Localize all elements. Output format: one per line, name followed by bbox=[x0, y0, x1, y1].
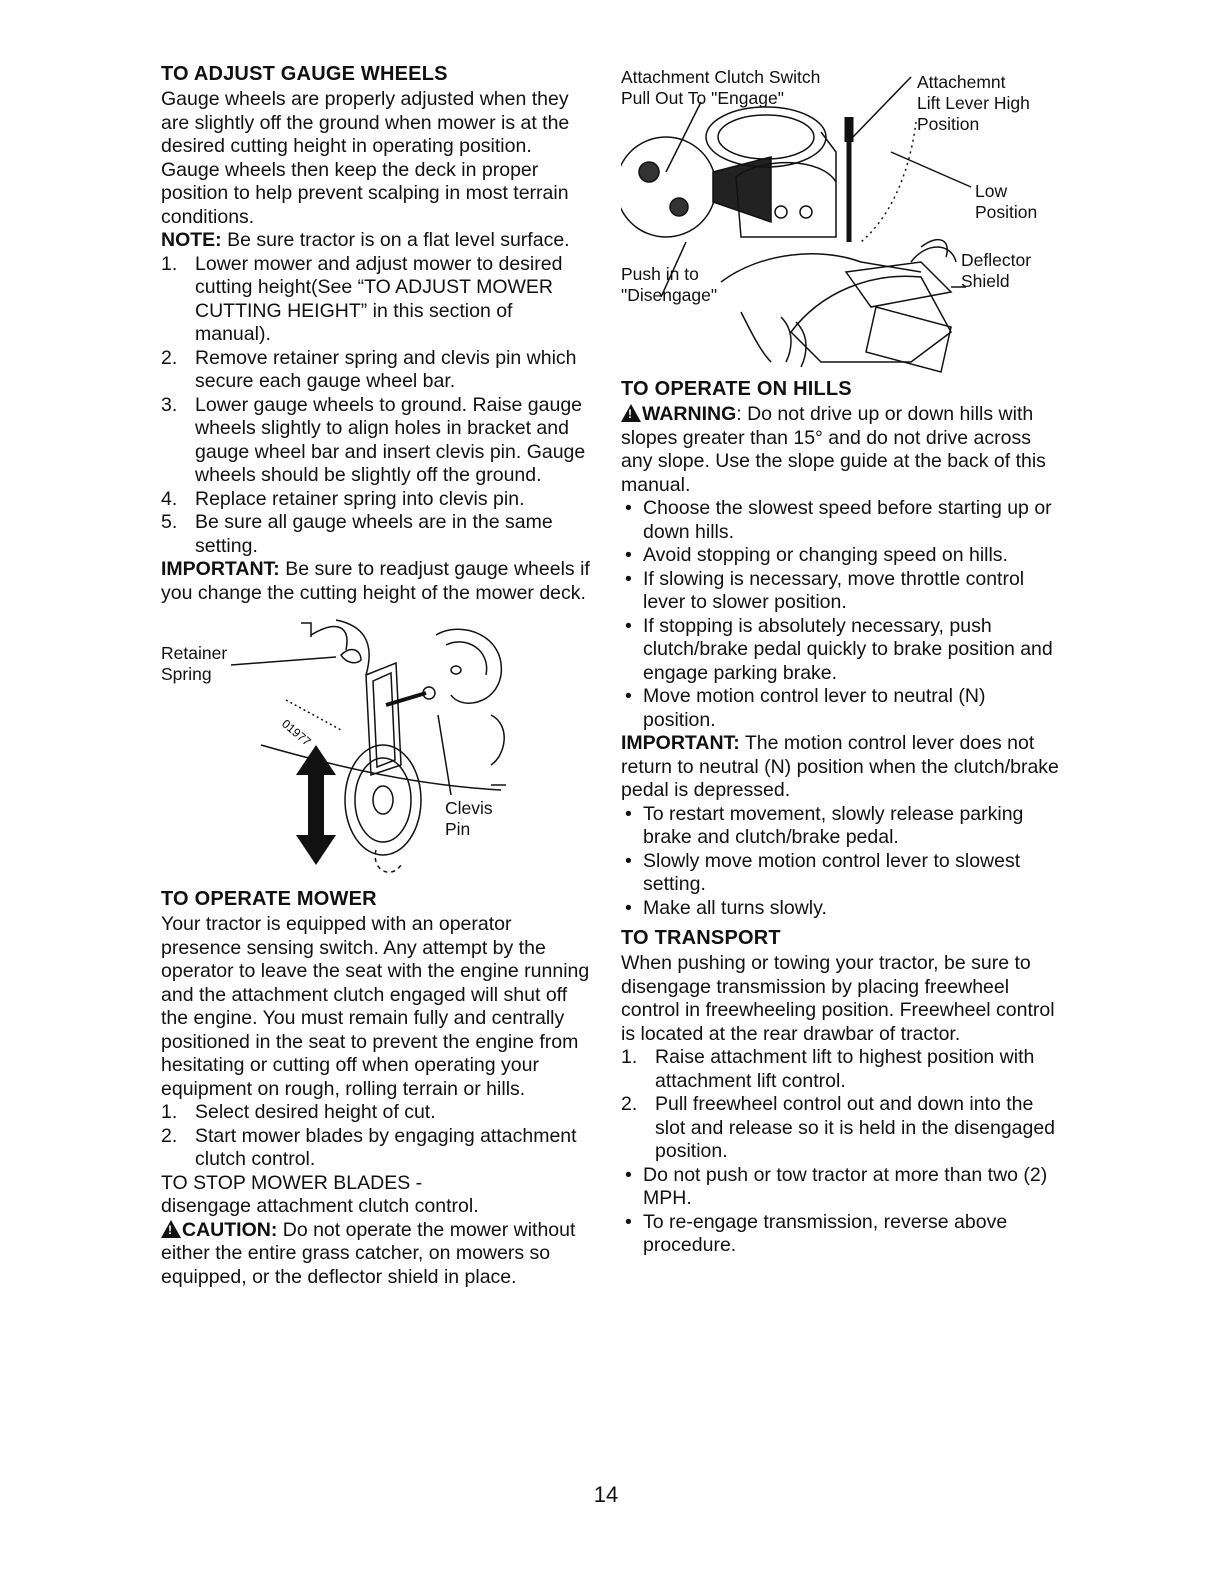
step-text: Be sure all gauge wheels are in the same setting. bbox=[195, 511, 553, 557]
gauge-step-5 bbox=[161, 511, 591, 558]
hills-bullet bbox=[621, 544, 1061, 568]
label-clevis: Clevis bbox=[445, 798, 493, 818]
bullet-text: Choose the slowest speed before starting up or down hills. bbox=[643, 497, 1052, 543]
label-spring: Spring bbox=[161, 664, 212, 684]
warning-icon bbox=[621, 404, 641, 422]
bullet-text: If slowing is necessary, move throttle control lever to slower position. bbox=[643, 567, 1025, 613]
label-pull-out-engage: Pull Out To "Engage" bbox=[621, 88, 784, 108]
important-label: IMPORTANT: bbox=[621, 732, 740, 754]
transport-bullets bbox=[621, 1164, 1061, 1258]
hills-warning bbox=[621, 403, 1061, 497]
step-number: 1. bbox=[161, 252, 178, 275]
step-number: 3. bbox=[161, 393, 178, 416]
gauge-step-2 bbox=[161, 347, 591, 394]
bullet-dot: • bbox=[625, 849, 632, 872]
caution-paragraph bbox=[161, 1219, 591, 1290]
bullet-text: To restart movement, slowly release parking brake and clutch/brake pedal. bbox=[643, 802, 1024, 848]
step-text: Raise attachment lift to highest position with attachment lift control. bbox=[655, 1046, 1035, 1092]
note-text: Be sure tractor is on a flat level surface. bbox=[221, 229, 570, 251]
gauge-step-4 bbox=[161, 488, 591, 512]
transport-bullet bbox=[621, 1164, 1061, 1211]
label-shield: Shield bbox=[961, 271, 1010, 291]
bullet-dot: • bbox=[625, 1163, 632, 1186]
step-text: Pull freewheel control out and down into the slot and release so it is held in the disengaged position. bbox=[655, 1093, 1056, 1162]
bullet-dot: • bbox=[625, 567, 632, 590]
gauge-note bbox=[161, 229, 591, 253]
warning-label: WARNING bbox=[642, 403, 737, 425]
transport-bullet bbox=[621, 1211, 1061, 1258]
part-number: 01977 bbox=[279, 716, 314, 749]
operate-mower-intro: Your tractor is equipped with an operator presence sensing switch. Any attempt by the operator to leave the seat with the engine running and the attachment clutch engaged will shut off the engine. You must remain fully and centrally positioned in the seat to prevent the engine from hesitating or cutting off when operating your equipment on rough, rolling terrain or hills. bbox=[161, 913, 590, 1100]
attachment-clutch-figure bbox=[621, 62, 1061, 377]
mower-step-2 bbox=[161, 1125, 591, 1172]
transport-step-2 bbox=[621, 1093, 1061, 1164]
gauge-important bbox=[161, 558, 591, 605]
important-text: The motion control lever does not return to neutral (N) position when the clutch/brake pedal is depressed. bbox=[621, 732, 1059, 801]
label-lift-lever-1: Attachemnt bbox=[917, 72, 1006, 92]
important-label: IMPORTANT: bbox=[161, 558, 280, 580]
transport-steps bbox=[621, 1046, 1061, 1164]
hills-bullet bbox=[621, 497, 1061, 544]
label-low-2: Position bbox=[975, 202, 1038, 222]
step-number: 2. bbox=[161, 346, 178, 369]
step-text: Lower mower and adjust mower to desired cutting height(See “TO ADJUST MOWER CUTTING HEIGHT” in this section of manual). bbox=[195, 252, 563, 345]
gauge-wheel-figure bbox=[161, 615, 591, 885]
bullet-dot: • bbox=[625, 614, 632, 637]
label-clutch-switch: Attachment Clutch Switch bbox=[621, 67, 821, 87]
gauge-step-1 bbox=[161, 253, 591, 347]
step-number: 1. bbox=[161, 1101, 178, 1123]
bullet-text: Move motion control lever to neutral (N) position. bbox=[643, 685, 986, 731]
step-number: 4. bbox=[161, 487, 178, 510]
step-number: 1. bbox=[621, 1046, 638, 1068]
bullet-text: If stopping is absolutely necessary, push clutch/brake pedal quickly to brake position and engage parking brake. bbox=[643, 614, 1053, 684]
hills-bullets-1 bbox=[621, 497, 1061, 732]
operate-mower-heading: TO OPERATE MOWER bbox=[161, 888, 377, 910]
hills-bullets-2 bbox=[621, 803, 1061, 921]
bullet-text: Slowly move motion control lever to slowest setting. bbox=[643, 849, 1021, 895]
step-text: Remove retainer spring and clevis pin which secure each gauge wheel bar. bbox=[195, 346, 577, 392]
label-pin: Pin bbox=[445, 819, 471, 839]
caution-label: CAUTION: bbox=[182, 1218, 278, 1241]
step-number: 2. bbox=[161, 1124, 178, 1147]
bullet-dot: • bbox=[625, 802, 632, 825]
transport-step-1 bbox=[621, 1046, 1061, 1093]
right-column bbox=[621, 62, 1061, 1258]
transport-intro: When pushing or towing your tractor, be sure to disengage transmission by placing freewheel control in freewheeling position. Freewheel control is located at the rear drawbar of tractor. bbox=[621, 952, 1055, 1045]
hills-bullet bbox=[621, 568, 1061, 615]
label-low-1: Low bbox=[975, 181, 1008, 201]
label-disengage: "Disengage" bbox=[621, 285, 718, 305]
transport-heading: TO TRANSPORT bbox=[621, 927, 781, 949]
warning-text: : Do not drive up or down hills with slopes greater than 15° and do not drive across any slope. Use the slope guide at the back of this manual. bbox=[621, 403, 1046, 496]
important-text: Be sure to readjust gauge wheels if you change the cutting height of the mower deck. bbox=[161, 558, 590, 604]
gauge-step-3 bbox=[161, 394, 591, 488]
mower-steps bbox=[161, 1101, 591, 1172]
hills-important bbox=[621, 732, 1061, 803]
gauge-wheels-heading: TO ADJUST GAUGE WHEELS bbox=[161, 63, 448, 85]
step-text: Replace retainer spring into clevis pin. bbox=[195, 487, 525, 510]
caution-text: Do not operate the mower without either the entire grass catcher, on mowers so equipped, or the deflector shield in place. bbox=[161, 1218, 576, 1288]
bullet-dot: • bbox=[625, 896, 632, 919]
gauge-wheels-intro: Gauge wheels are properly adjusted when they are slightly off the ground when mower is at the desired cutting height in operating position. Gauge wheels then keep the deck in proper position to help prevent scalping in most terrain conditions. bbox=[161, 88, 570, 228]
caution-icon bbox=[161, 1220, 181, 1238]
hills-bullet bbox=[621, 685, 1061, 732]
bullet-dot: • bbox=[625, 544, 632, 566]
stop-blades-text: disengage attachment clutch control. bbox=[161, 1195, 479, 1217]
bullet-dot: • bbox=[625, 497, 632, 519]
note-label: NOTE: bbox=[161, 229, 222, 251]
step-number: 2. bbox=[621, 1093, 638, 1115]
step-number: 5. bbox=[161, 511, 178, 533]
mower-step-1 bbox=[161, 1101, 591, 1125]
label-lift-lever-3: Position bbox=[917, 114, 980, 134]
stop-blades-title: TO STOP MOWER BLADES - bbox=[161, 1171, 423, 1194]
step-text: Start mower blades by engaging attachment clutch control. bbox=[195, 1124, 577, 1170]
label-push-in: Push in to bbox=[621, 264, 699, 284]
bullet-text: Avoid stopping or changing speed on hills. bbox=[643, 544, 1008, 566]
page-number: 14 bbox=[593, 1482, 619, 1507]
label-deflector: Deflector bbox=[961, 250, 1032, 270]
bullet-text: Do not push or tow tractor at more than two (2) MPH. bbox=[643, 1163, 1048, 1209]
step-text: Lower gauge wheels to ground. Raise gauge wheels slightly to align holes in bracket and gauge wheel bar and insert clevis pin. Gauge wheels should be slightly off the ground. bbox=[195, 393, 586, 486]
gauge-steps bbox=[161, 253, 591, 559]
bullet-dot: • bbox=[625, 1210, 632, 1233]
operate-hills-heading: TO OPERATE ON HILLS bbox=[621, 378, 852, 400]
label-retainer: Retainer bbox=[161, 643, 228, 663]
label-lift-lever-2: Lift Lever High bbox=[917, 93, 1030, 113]
hills-bullet bbox=[621, 850, 1061, 897]
hills-bullet bbox=[621, 615, 1061, 686]
hills-bullet bbox=[621, 803, 1061, 850]
bullet-text: Make all turns slowly. bbox=[643, 896, 827, 919]
bullet-text: To re-engage transmission, reverse above procedure. bbox=[643, 1210, 1008, 1256]
left-column bbox=[161, 62, 591, 1289]
step-text: Select desired height of cut. bbox=[195, 1101, 436, 1123]
hills-bullet bbox=[621, 897, 1061, 921]
bullet-dot: • bbox=[625, 685, 632, 707]
